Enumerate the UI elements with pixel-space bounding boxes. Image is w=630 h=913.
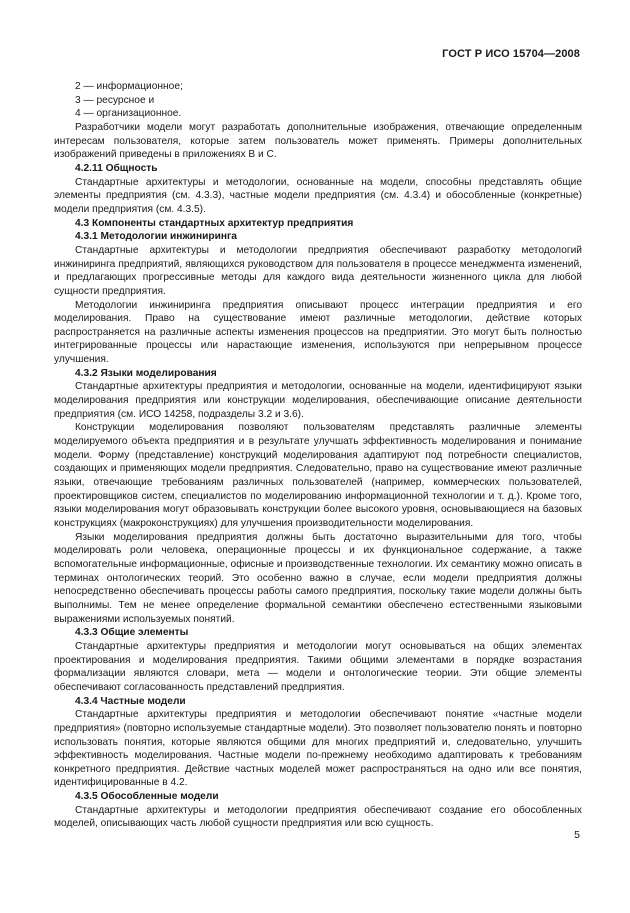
paragraph-4-3-1-a: Стандартные архитектуры и методологии предприятия обеспечивают разработку методологий инжиниринга предприятий, являющихся руководством для пользователя в процессе менеджмента изменений, и предлагающих прогрессивные методы для каждого вида деятельности жизненного цикла для любой сущности предприятия. xyxy=(54,244,582,297)
page-number: 5 xyxy=(574,829,580,841)
paragraph-4-3-2-c: Языки моделирования предприятия должны быть достаточно выразительными для того, чтобы моделировать роли человека, операционные процессы и их функциональное содержание, а также вспомогательные информационные, офисные и производственные технологии. Их семантику можно описать в терминах онтологических теорий. Это особенно важно в случае, если модели предприятия должны непосредственно обеспечивать процессы работы самого предприятия, поскольку такие модели должны быть выполнимы. Тем не менее определение формальной семантики обеспечено естественными языковыми выражениями используемых понятий. xyxy=(54,531,582,625)
document-code-header: ГОСТ Р ИСО 15704—2008 xyxy=(442,48,580,60)
heading-4-3: 4.3 Компоненты стандартных архитектур предприятия xyxy=(75,217,354,229)
heading-4-3-4: 4.3.4 Частные модели xyxy=(75,695,186,707)
heading-4-3-5: 4.3.5 Обособленные модели xyxy=(75,791,219,803)
paragraph-4-3-5: Стандартные архитектуры и методологии предприятия обеспечивают создание его обособленных моделей, описывающих часть любой сущности предприятия или всю сущность. xyxy=(54,804,582,830)
paragraph-4-3-2-b: Конструкции моделирования позволяют пользователям представлять различные элементы моделируемого объекта предприятия и в результате улучшать эффективность моделирования и понимание модели. Форму (представление) конструкций моделирования адаптируют под потребности специалистов, создающих и применяющих модели предприятия. Следовательно, право на существование имеют различные языки, отвечающие требованиям различных пользователей (например, коммерческих пользователей, проектировщиков систем, специалистов по моделированию информационной технологии и т. д.). Кроме того, языки моделирования могут образовывать конструкции более высокого уровня, основывающиеся на базовых конструкциях (макроконструкциях) для улучшения производительности моделирования. xyxy=(54,422,582,529)
paragraph-4-3-1-b: Методологии инжиниринга предприятия описывают процесс интеграции предприятия и его моделирования. Право на существование имеют различные методологии, действие которых распространяется на различные аспекты изменения процессов на предприятии. Это могут быть полностью интегрированные процессы или нарастающие изменения, используются при непрерывном процессе улучшения. xyxy=(54,299,582,366)
heading-4-2-11: 4.2.11 Общность xyxy=(75,162,158,174)
list-item: 4 — организационное. xyxy=(75,108,182,120)
main-text xyxy=(54,80,582,831)
paragraph-4-2-11: Стандартные архитектуры и методологии, основанные на модели, способны представлять общие элементы предприятия (см. 4.3.3), частные модели предприятия (см. 4.3.4) и обособленные (конкретные) модели предприятия (см. 4.3.5). xyxy=(54,176,582,215)
paragraph-4-3-3: Стандартные архитектуры предприятия и методологии могут основываться на общих элементах проектирования и моделирования предприятия. Такими общими элементами в порядке возрастания формализации являются словари, мета — модели и онтологические теории. Эти общие элементы обеспечивают согласованность представлений предприятия. xyxy=(54,640,582,693)
list-item: 2 — информационное; xyxy=(75,81,183,92)
heading-4-3-3: 4.3.3 Общие элементы xyxy=(75,627,189,639)
list-item: 3 — ресурсное и xyxy=(75,94,155,106)
heading-4-3-1: 4.3.1 Методологии инжиниринга xyxy=(75,231,237,243)
heading-4-3-2: 4.3.2 Языки моделирования xyxy=(75,367,217,379)
paragraph-developers: Разработчики модели могут разработать дополнительные изображения, отвечающие определенным интересам пользователя, которые затем пользователь может применять. Примеры дополнительных изображений приведены в приложениях В и С. xyxy=(54,121,582,161)
paragraph-4-3-2-a: Стандартные архитектуры предприятия и методологии, основанные на модели, идентифицируют языки моделирования предприятия или конструкции моделирования, обеспечивающие описание деятельности предприятия (см. ИСО 14258, подразделы 3.2 и 3.6). xyxy=(54,381,582,420)
paragraph-4-3-4: Стандартные архитектуры предприятия и методологии обеспечивают понятие «частные модели предприятия» (повторно используемые стандартные модели). Это позволяет пользователю понять и повторно использовать понятия, которые являются общими для многих предприятий и, следовательно, улучшить эффективность моделирования. Частные модели по-прежнему необходимо адаптировать к требованиям конкретного предприятия. Действие частных моделей может распространяться на одно или все понятия, идентифицированные в 4.2. xyxy=(54,709,582,789)
